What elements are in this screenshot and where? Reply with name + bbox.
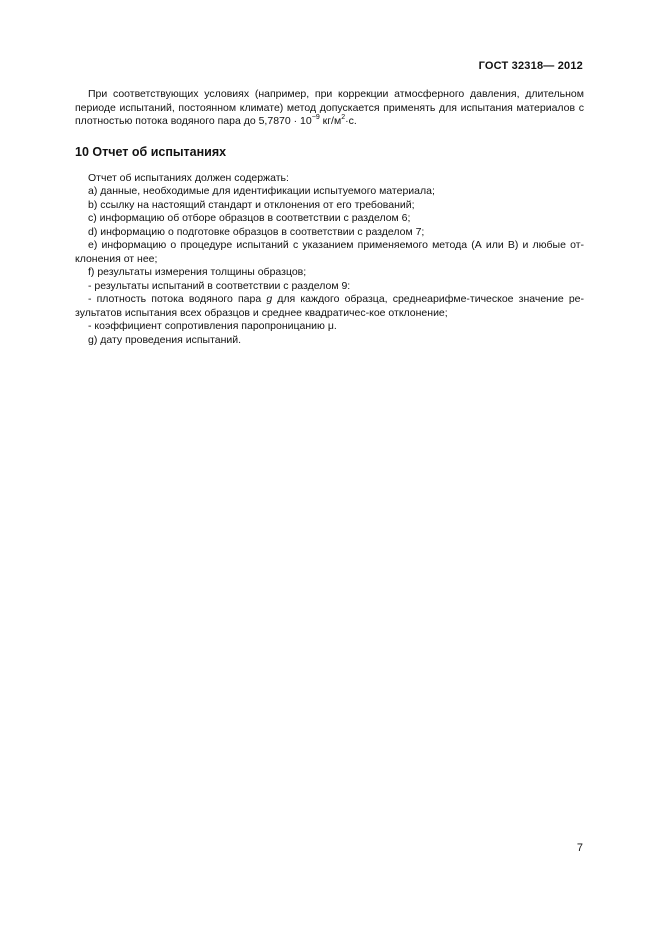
list-item-flux-line-1	[75, 293, 584, 307]
list-item-c: c) информацию об отборе образцов в соответствии с разделом 6;	[88, 212, 411, 224]
list-item-f: f) результаты измерения толщины образцов;	[88, 266, 307, 278]
list-item-date: g) дату проведения испытаний.	[88, 333, 242, 346]
page-content	[75, 88, 584, 347]
flux-variable: g	[266, 293, 273, 305]
page-number: 7	[576, 842, 583, 854]
exponent-2: 2	[341, 113, 346, 121]
list-item-flux-line-2: зультатов испытания всех образцов и среднее квадратичес-кое отклонение;	[75, 306, 448, 319]
flux-suffix: для каждого образца, среднеарифме-тическое значение ре-	[272, 293, 584, 305]
list-item-e-line-1: e) информацию о процедуре испытаний с указанием применяемого метода (А или В) и любые от-	[88, 239, 584, 251]
exponent-1: −9	[311, 113, 320, 121]
list-item-results: - результаты испытаний в соответствии с разделом 9:	[88, 279, 351, 292]
list-item-mu: - коэффициент сопротивления паропроницанию μ.	[88, 320, 337, 332]
section-lead: Отчет об испытаниях должен содержать:	[88, 171, 289, 184]
list-item-a: a) данные, необходимые для идентификации испытуемого материала;	[88, 185, 435, 197]
unit-text: кг/м	[319, 115, 342, 127]
list-item-d: d) информацию о подготовке образцов в соответствии с разделом 7;	[88, 225, 425, 238]
document-header: ГОСТ 32318— 2012	[478, 60, 583, 72]
intro-line-3-text: плотностью потока водяного пара до 5,7870 · 10	[75, 115, 312, 127]
list-item-b: b) ссылку на настоящий стандарт и отклонения от его требований;	[88, 198, 415, 211]
list-item-e-line-2: клонения от нее;	[75, 252, 158, 265]
section-title: 10 Отчет об испытаниях	[75, 144, 227, 159]
intro-line-2: периоде испытаний, постоянном климате) метод допускается применять для испытания материалов с	[75, 101, 584, 114]
intro-line-1: При соответствующих условиях (например, при коррекции атмосферного давления, длительном	[88, 88, 584, 100]
intro-line-3	[75, 115, 584, 129]
unit-tail: ·с.	[345, 115, 357, 127]
flux-prefix: - плотность потока водяного пара	[88, 293, 267, 305]
